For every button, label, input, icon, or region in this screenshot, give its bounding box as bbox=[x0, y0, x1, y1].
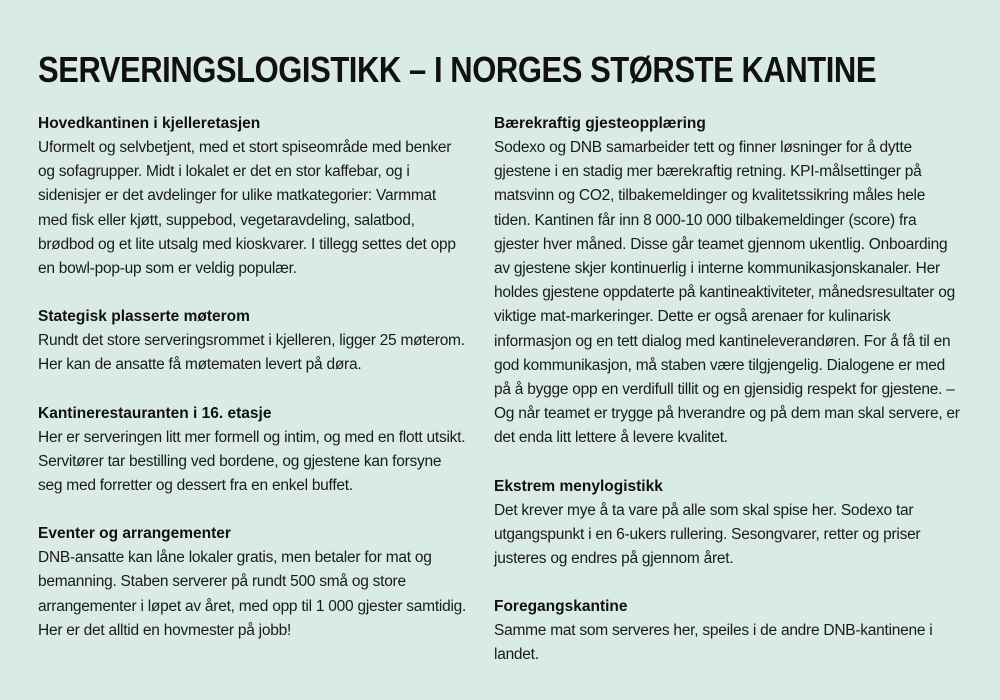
section-menylogistikk bbox=[494, 475, 960, 572]
left-column bbox=[38, 112, 468, 667]
section-body: Samme mat som serveres her, speiles i de andre DNB-kantinene i landet. bbox=[494, 622, 933, 664]
section-body: Sodexo og DNB samarbeider tett og finner løsninger for å dytte gjestene i en stadig mer bærekraftig retning. KPI-målsettinger på matsvinn og CO2, tilbakemeldinger og kvalitetssikring måles hele tiden. Kantinen får inn 8 000-10 000 tilbakemeldinger (score) fra gjester hver måned. Disse går teamet gjennom ukentlig. Onboarding av gjestene skjer kontinuerlig i interne kommunikasjonskanaler. Her holdes gjestene oppdaterte på kantineaktiviteter, månedsresultater og viktige mat-markeringer. Dette er også arenaer for kulinarisk informasjon og en tett dialog med kantineleverandøren. For å få til en god kommunikasjon, må staben være tilgjengelig. Dialogene er med på å bygge opp en verdifull tillit og en gjensidig respekt for gjestene. – Og når teamet er trygge på hverandre og på dem man skal servere, er det enda litt lettere å levere kvalitet. bbox=[494, 139, 960, 447]
section-hovedkantinen bbox=[38, 112, 468, 281]
section-body: Rundt det store serveringsrommet i kjelleren, ligger 25 møterom. Her kan de ansatte få møtematen levert på døra. bbox=[38, 332, 465, 374]
section-body: Uformelt og selvbetjent, med et stort spiseområde med benker og sofagrupper. Midt i lokalet er det en stor kaffebar, og i sidenisjer er det avdelinger for ulike matkategorier: Varmmat med fisk eller kjøtt, suppebod, vegetaravdeling, salatbod, brødbod og et lite utsalg med kioskvarer. I tillegg settes det opp en bowl-pop-up som er veldig populær. bbox=[38, 139, 456, 278]
section-body: Her er serveringen litt mer formell og intim, og med en flott utsikt. Servitører tar bestilling ved bordene, og gjestene kan forsyne seg med forretter og dessert fra en enkel buffet. bbox=[38, 428, 466, 495]
section-heading: Stategisk plasserte møterom bbox=[38, 308, 250, 326]
page-title: SERVERINGSLOGISTIKK – I NORGES STØRSTE KANTINE bbox=[38, 49, 877, 90]
section-baerekraftig bbox=[494, 112, 960, 451]
section-heading: Eventer og arrangementer bbox=[38, 525, 231, 543]
section-foregangskantine bbox=[494, 595, 960, 667]
section-heading: Ekstrem menylogistikk bbox=[494, 477, 663, 495]
section-heading: Kantinerestauranten i 16. etasje bbox=[38, 404, 272, 422]
section-body: DNB-ansatte kan låne lokaler gratis, men betaler for mat og bemanning. Staben serverer på rundt 500 små og store arrangementer i løpet av året, med opp til 1 000 gjester samtidig. Her er det alltid en hovmester på jobb! bbox=[38, 549, 467, 639]
right-column bbox=[494, 112, 960, 692]
section-kantinerestauranten bbox=[38, 402, 468, 499]
section-eventer bbox=[38, 522, 468, 643]
section-heading: Hovedkantinen i kjelleretasjen bbox=[38, 115, 261, 132]
section-moterom bbox=[38, 305, 468, 377]
section-heading: Foregangskantine bbox=[494, 598, 628, 616]
section-heading: Bærekraftig gjesteopplæring bbox=[494, 115, 706, 132]
section-body: Det krever mye å ta vare på alle som skal spise her. Sodexo tar utgangspunkt i en 6-ukers rullering. Sesongvarer, retter og priser justeres og endres på gjennom året. bbox=[494, 501, 921, 568]
